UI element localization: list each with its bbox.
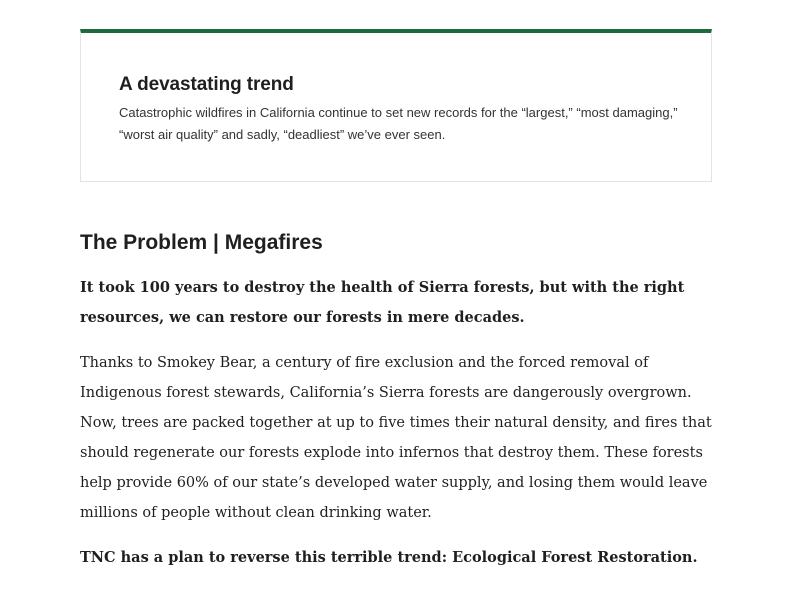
callout-body: Catastrophic wildfires in California continue to set new records for the “largest,” “most damaging,” “worst air quality” and sadly, “deadliest” we’ve ever seen. [119,105,678,142]
closing-paragraph: TNC has a plan to reverse this terrible trend: Ecological Forest Restoration. [80,549,698,566]
lead-paragraph: It took 100 years to destroy the health of Sierra forests, but with the right resources, we can restore our forests in mere decades. [80,279,685,326]
section-title: The Problem | Megafires [80,231,323,254]
callout-title: A devastating trend [119,74,294,95]
callout-box [80,29,712,182]
body-paragraph: Thanks to Smokey Bear, a century of fire exclusion and the forced removal of Indigenous forest stewards, California’s Sierra forests are dangerously overgrown. Now, trees are packed together at up to five times their natural density, and fires that should regenerate our forests explode into infernos that destroy them. These forests help provide 60% of our state’s developed water supply, and losing them would leave millions of people without clean drinking water. [80,355,712,521]
